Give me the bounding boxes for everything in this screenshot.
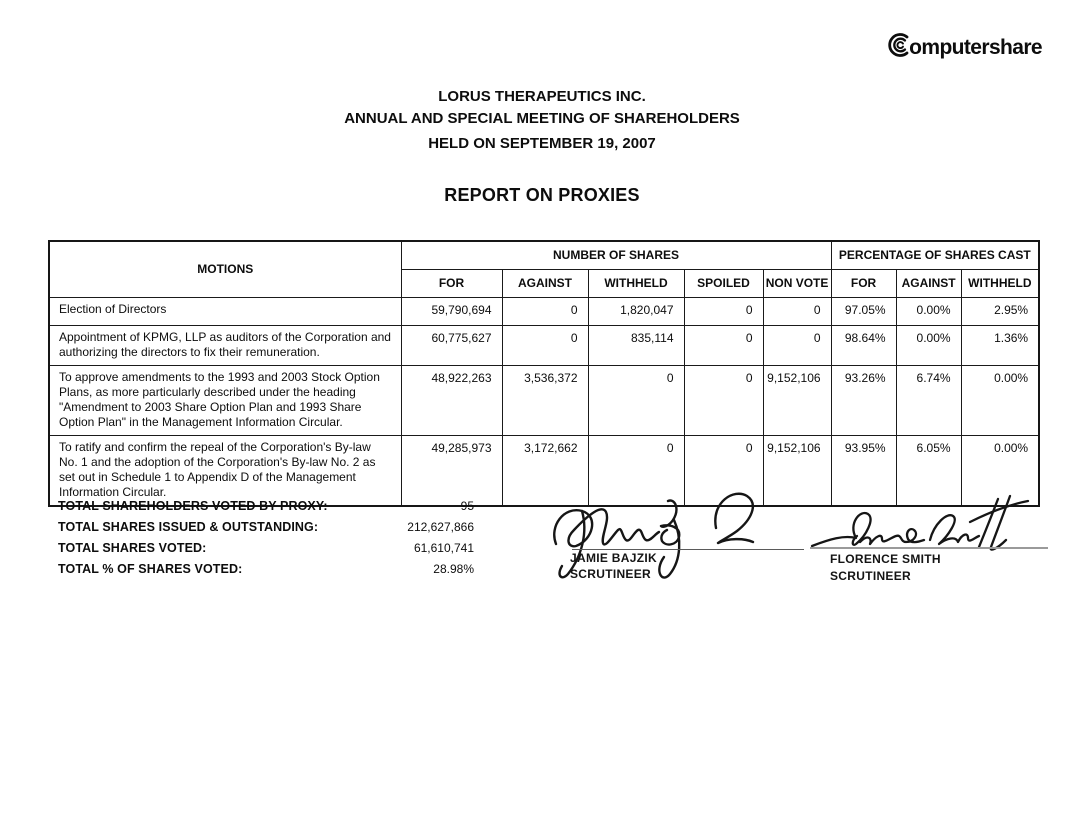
- pct-against-cell: 6.05%: [896, 435, 961, 506]
- number-of-shares-header-cell: NUMBER OF SHARES: [401, 241, 831, 269]
- total-label: TOTAL % OF SHARES VOTED:: [58, 562, 243, 576]
- total-row: [58, 541, 474, 562]
- shares-withheld-cell: 1,820,047: [588, 297, 684, 325]
- totals-section: [58, 499, 474, 583]
- shares-against-cell: 3,536,372: [502, 365, 588, 435]
- pct-against-cell: 0.00%: [896, 297, 961, 325]
- shares-spoiled-cell: 0: [684, 435, 763, 506]
- shares-withheld-cell: 0: [588, 435, 684, 506]
- shares-against-cell: 0: [502, 325, 588, 365]
- computershare-c-mark-icon: [885, 31, 912, 64]
- pct-for-cell: 93.26%: [831, 365, 896, 435]
- meeting-date-title: HELD ON SEPTEMBER 19, 2007: [428, 135, 656, 152]
- computershare-logo: [885, 31, 1042, 64]
- signatory-name: JAMIE BAJZIK: [570, 551, 657, 565]
- shares-spoiled-cell: 0: [684, 325, 763, 365]
- motions-header-cell: MOTIONS: [49, 241, 401, 297]
- pct-for-cell: 93.95%: [831, 435, 896, 506]
- shares-against-cell: 0: [502, 297, 588, 325]
- signatory-title: SCRUTINEER: [830, 569, 912, 583]
- pct-for-cell: 98.64%: [831, 325, 896, 365]
- shares-withheld-header: WITHHELD: [588, 269, 684, 297]
- meeting-title: ANNUAL AND SPECIAL MEETING OF SHAREHOLDERS: [344, 110, 740, 127]
- pct-withheld-cell: 0.00%: [961, 365, 1039, 435]
- pct-against-cell: 6.74%: [896, 365, 961, 435]
- shares-against-cell: 3,172,662: [502, 435, 588, 506]
- shares-nonvote-cell: 9,152,106: [763, 435, 831, 506]
- signatory-name: FLORENCE SMITH: [830, 552, 941, 566]
- pct-withheld-header: WITHHELD: [961, 269, 1039, 297]
- group-header-row: [49, 241, 1039, 269]
- shares-spoiled-cell: 0: [684, 365, 763, 435]
- signature-line: [572, 549, 804, 550]
- shares-for-cell: 49,285,973: [401, 435, 502, 506]
- pct-for-cell: 97.05%: [831, 297, 896, 325]
- total-value: 95: [460, 499, 474, 513]
- total-label: TOTAL SHARES ISSUED & OUTSTANDING:: [58, 520, 319, 534]
- computershare-logo-text: omputershare: [909, 35, 1042, 59]
- shares-spoiled-header: SPOILED: [684, 269, 763, 297]
- motion-cell: To approve amendments to the 1993 and 2003 Stock Option Plans, as more particularly described under the heading "Amendment to 2003 Share Option Plan and 1993 Share Option Plan" in the Management Information Circular.: [49, 365, 401, 435]
- pct-withheld-cell: 2.95%: [961, 297, 1039, 325]
- total-value: 61,610,741: [413, 541, 474, 555]
- total-label: TOTAL SHARES VOTED:: [58, 541, 207, 555]
- table-row: [49, 325, 1039, 365]
- total-row: [58, 499, 474, 520]
- table-row: [49, 297, 1039, 325]
- shares-for-cell: 60,775,627: [401, 325, 502, 365]
- total-row: [58, 520, 474, 541]
- percentage-of-shares-header-cell: PERCENTAGE OF SHARES CAST: [831, 241, 1039, 269]
- motion-cell: Appointment of KPMG, LLP as auditors of the Corporation and authorizing the directors to fix their remuneration.: [49, 325, 401, 365]
- proxy-results-table: [48, 240, 1040, 507]
- shares-for-cell: 48,922,263: [401, 365, 502, 435]
- shares-for-cell: 59,790,694: [401, 297, 502, 325]
- total-value: 212,627,866: [407, 520, 474, 534]
- pct-withheld-cell: 1.36%: [961, 325, 1039, 365]
- shares-withheld-cell: 835,114: [588, 325, 684, 365]
- shares-nonvote-header: NON VOTE: [763, 269, 831, 297]
- pct-against-cell: 0.00%: [896, 325, 961, 365]
- total-label: TOTAL SHAREHOLDERS VOTED BY PROXY:: [58, 499, 328, 513]
- pct-for-header: FOR: [831, 269, 896, 297]
- pct-withheld-cell: 0.00%: [961, 435, 1039, 506]
- shares-nonvote-cell: 9,152,106: [763, 365, 831, 435]
- signature-line: [810, 547, 1048, 549]
- shares-spoiled-cell: 0: [684, 297, 763, 325]
- shares-withheld-cell: 0: [588, 365, 684, 435]
- signatory-title: SCRUTINEER: [570, 567, 652, 581]
- shares-nonvote-cell: 0: [763, 297, 831, 325]
- shares-nonvote-cell: 0: [763, 325, 831, 365]
- shares-for-header: FOR: [401, 269, 502, 297]
- table-row: [49, 365, 1039, 435]
- report-title: REPORT ON PROXIES: [444, 185, 640, 205]
- motion-cell: To ratify and confirm the repeal of the Corporation's By-law No. 1 and the adoption of the Corporation's By-law No. 2 as set out in Schedule 1 to Appendix D of the Management Information Circular.: [49, 435, 401, 506]
- pct-against-header: AGAINST: [896, 269, 961, 297]
- motion-cell: Election of Directors: [49, 297, 401, 325]
- signature-block-florence-smith: [810, 492, 1055, 582]
- total-value: 28.98%: [433, 562, 474, 576]
- total-row: [58, 562, 474, 583]
- shares-against-header: AGAINST: [502, 269, 588, 297]
- company-title: LORUS THERAPEUTICS INC.: [438, 88, 646, 105]
- signature-block-jamie-bajzik: [548, 486, 788, 596]
